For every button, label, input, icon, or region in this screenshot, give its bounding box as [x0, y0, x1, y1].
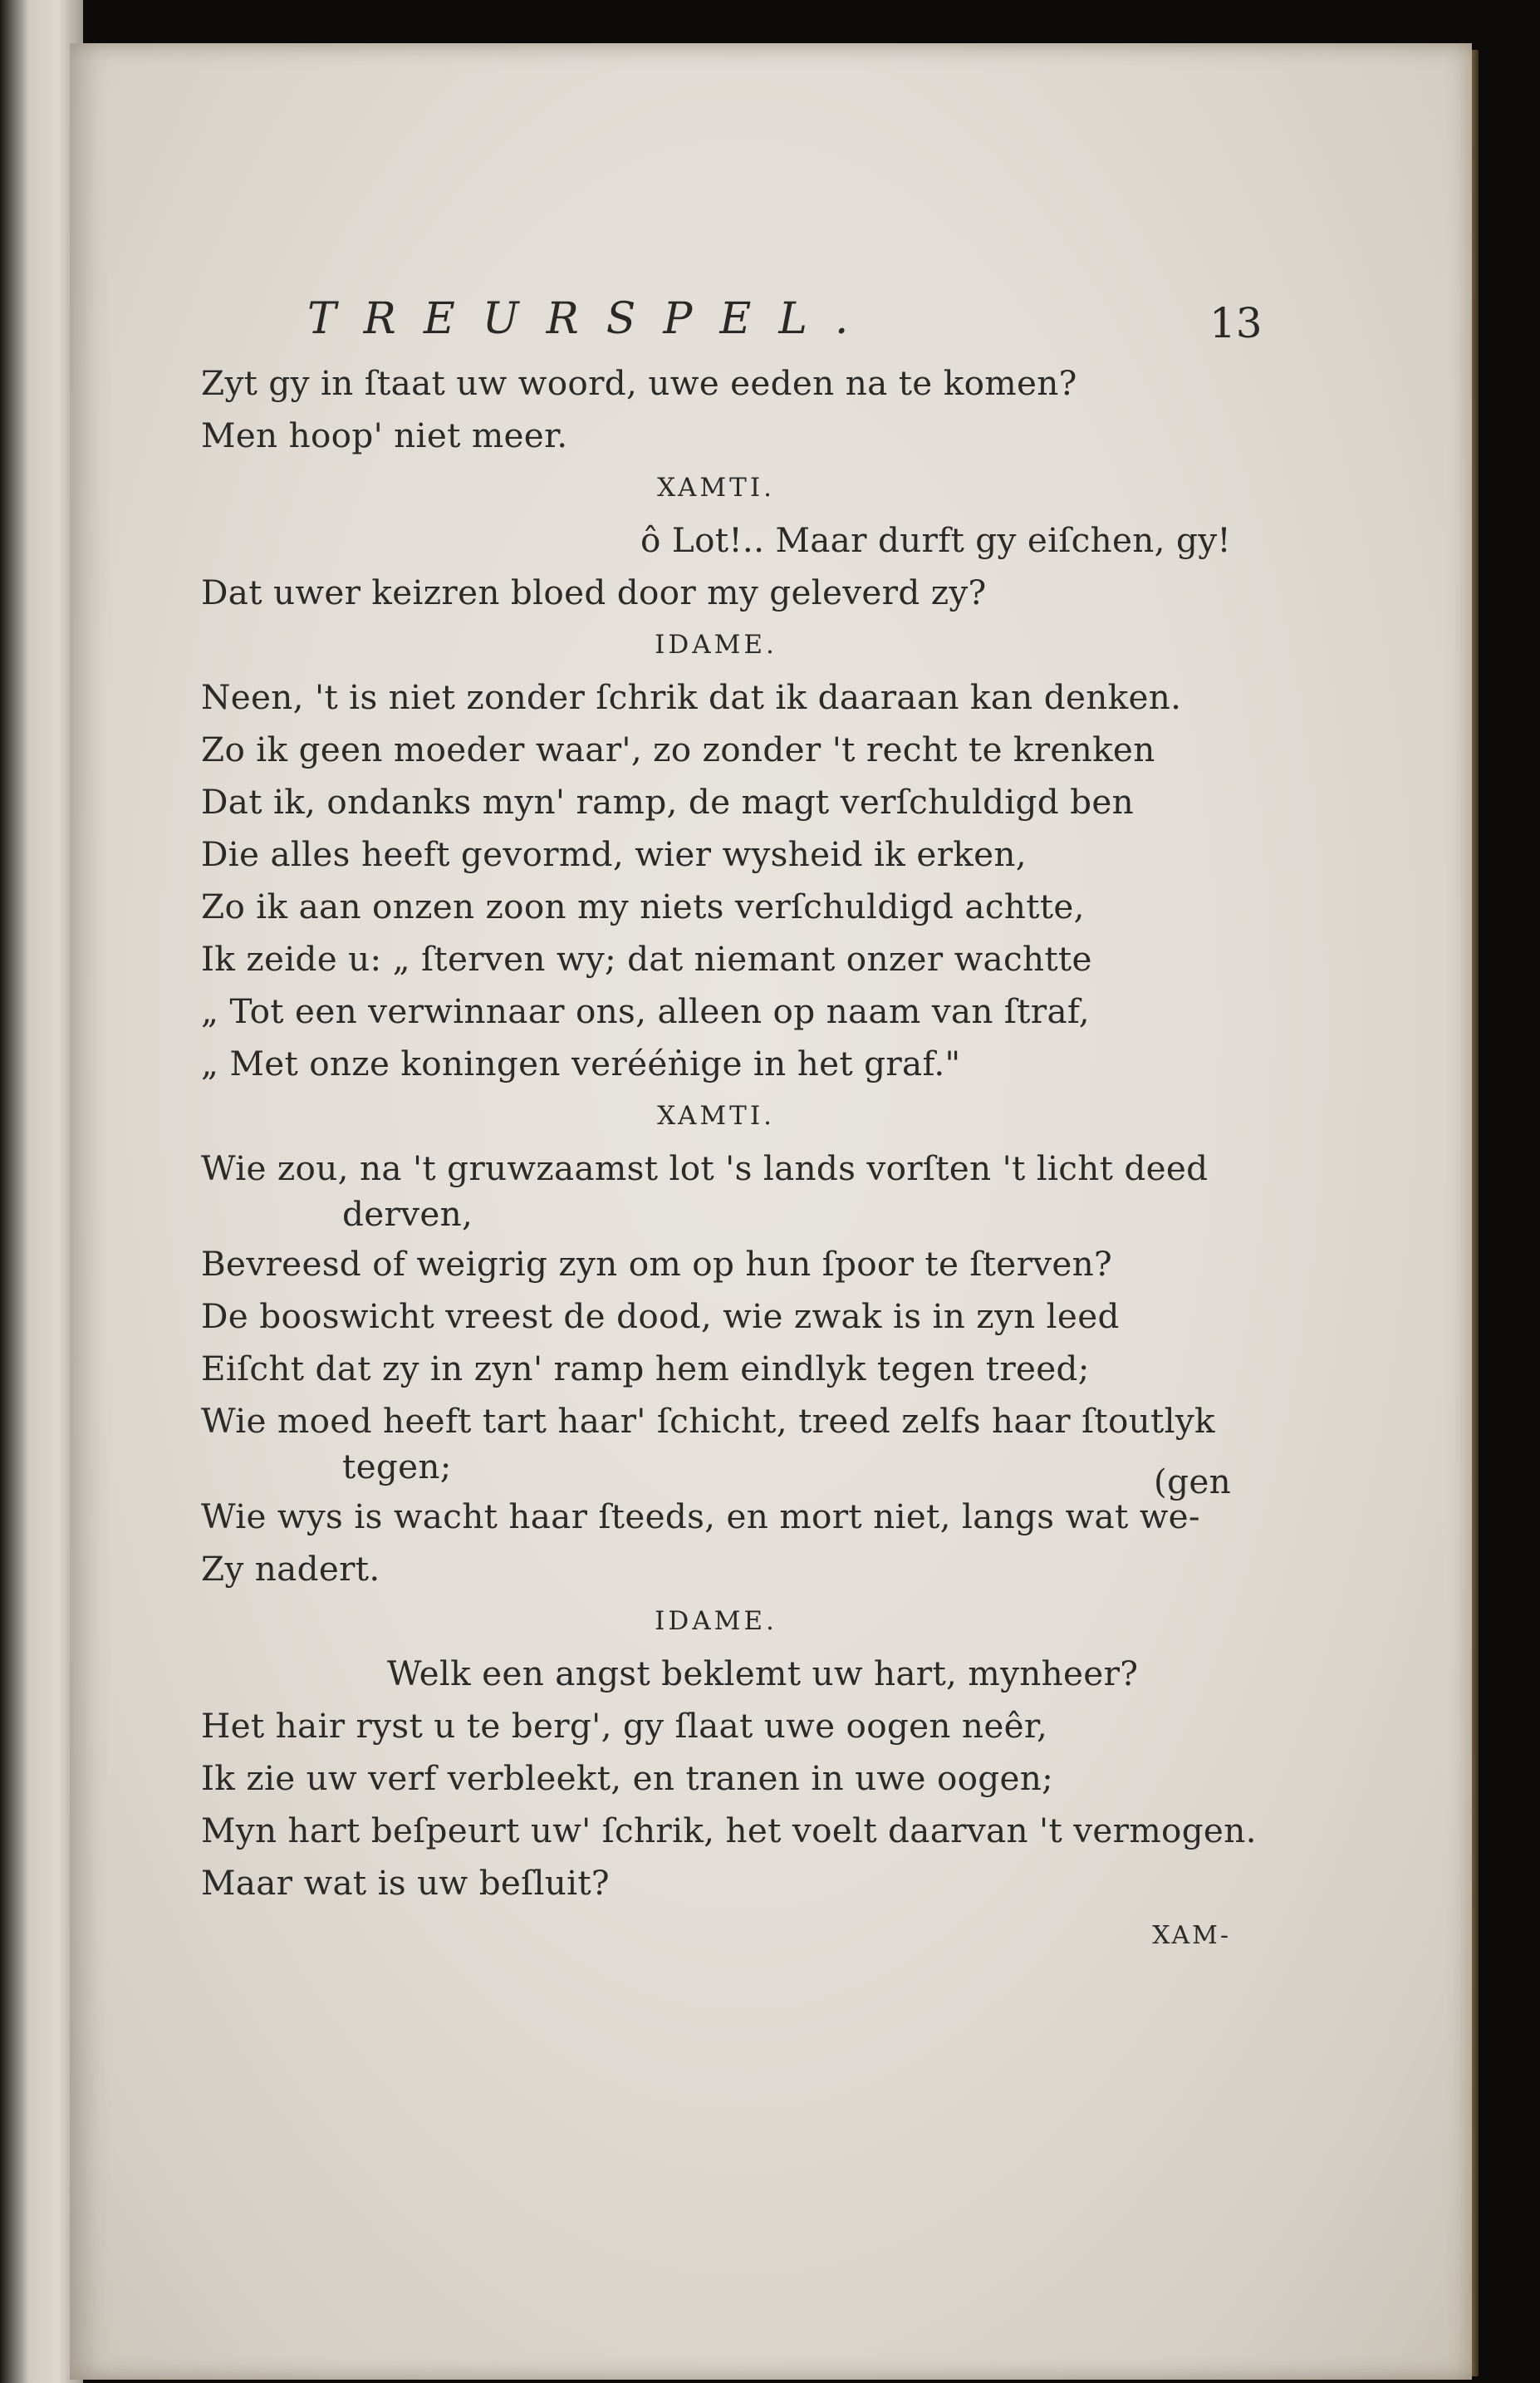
verse-line: Wie wys is wacht haar ſteeds, en mort niet, langs wat we-	[201, 1496, 1200, 1536]
speaker-name: XAMTI.	[657, 473, 775, 503]
catchword: XAM-	[1152, 1921, 1231, 1950]
verse-line: Wie zou, na 't gruwzaamst lot 's lands vorſten 't licht deed	[201, 1148, 1209, 1188]
verse-line: Wie moed heeft tart haar' ſchicht, treed zelfs haar ſtoutlyk	[201, 1401, 1215, 1441]
verse-line-continuation: derven,	[342, 1194, 473, 1234]
verse-line: „ Met onze koningen verééṅige in het graf."	[201, 1044, 961, 1083]
verse-line: Neen, 't is niet zonder ſchrik dat ik daaraan kan denken.	[201, 677, 1182, 717]
verse-line: Men hoop' niet meer.	[201, 415, 568, 455]
verse-line: De booswicht vreest de dood, wie zwak is in zyn leed	[201, 1296, 1120, 1336]
verse-line: Zy nadert.	[201, 1549, 380, 1589]
verse-line: Eiſcht dat zy in zyn' ramp hem eindlyk tegen treed;	[201, 1349, 1090, 1388]
verse-line: Ik zie uw verf verbleekt, en tranen in uwe oogen;	[201, 1758, 1054, 1798]
verse-line: Ik zeide u: „ ſterven wy; dat niemant onzer wachtte	[201, 939, 1092, 979]
speaker-name: XAMTI.	[657, 1101, 775, 1131]
verse-line: Zo ik geen moeder waar', zo zonder 't recht te krenken	[201, 730, 1155, 769]
verse-line: Maar wat is uw beſluit?	[201, 1863, 610, 1903]
verse-line-continuation	[201, 1447, 1231, 1501]
book-page	[70, 43, 1472, 2380]
verse-line: Dat uwer keizren bloed door my geleverd zy?	[201, 572, 987, 612]
speaker-name: IDAME.	[655, 630, 777, 660]
verse-line: ô Lot!.. Maar durft gy eiſchen, gy!	[640, 520, 1231, 560]
page-number: 13	[1209, 299, 1263, 347]
running-head	[307, 291, 1263, 357]
verse-line: Myn hart beſpeurt uw' ſchrik, het voelt daarvan 't vermogen.	[201, 1811, 1257, 1850]
verse-line: Die alles heeft gevormd, wier wysheid ik erken,	[201, 834, 1027, 874]
verse-line: Zo ik aan onzen zoon my niets verſchuldigd achtte,	[201, 887, 1085, 926]
turnover-text: (gen	[1154, 1462, 1231, 1501]
page-text-block	[201, 291, 1263, 1962]
speaker-name: IDAME.	[655, 1606, 777, 1636]
verse-line: Zyt gy in ſtaat uw woord, uwe eeden na te komen?	[201, 363, 1077, 403]
verse-line: „ Tot een verwinnaar ons, alleen op naam van ſtraf,	[201, 991, 1090, 1031]
verse-line: Bevreesd of weigrig zyn om op hun ſpoor te ſterven?	[201, 1244, 1113, 1284]
continuation-text: tegen;	[342, 1447, 452, 1486]
verse-line: Welk een angst beklemt uw hart, mynheer?	[387, 1653, 1139, 1693]
running-title: TREURSPEL.	[307, 294, 876, 344]
verse-line: Het hair ryst u te berg', gy ſlaat uwe oogen neêr,	[201, 1706, 1048, 1746]
verse-line: Dat ik, ondanks myn' ramp, de magt verſchuldigd ben	[201, 782, 1135, 822]
